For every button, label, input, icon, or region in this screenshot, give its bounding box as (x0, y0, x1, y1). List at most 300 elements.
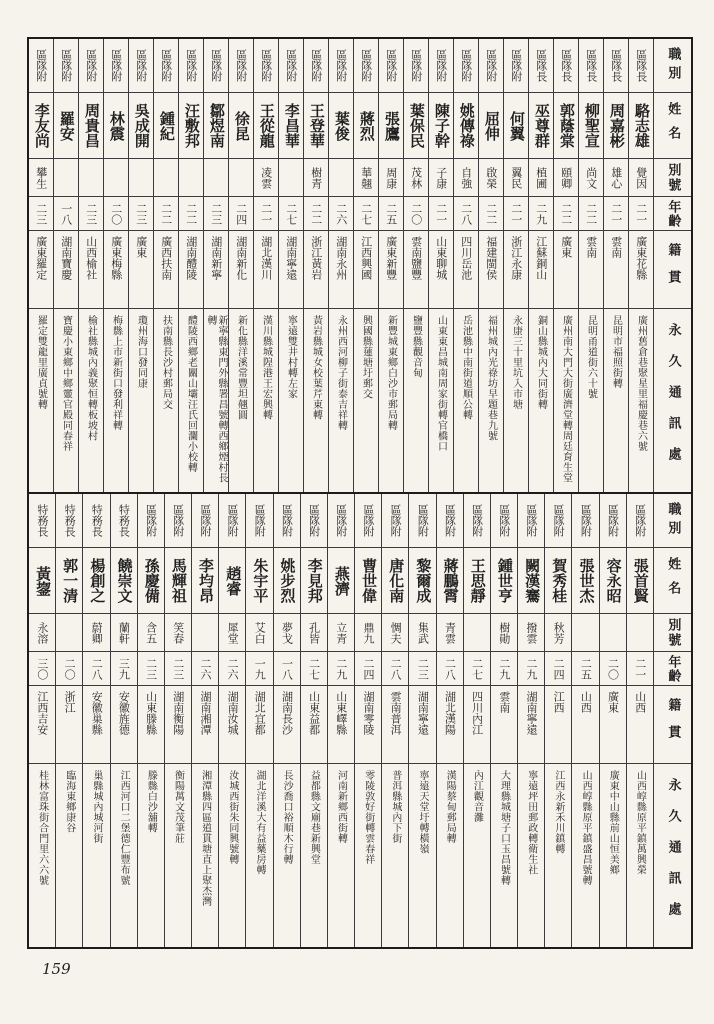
person-column (517, 494, 544, 947)
role-cell (545, 494, 571, 548)
name-cell (79, 93, 103, 159)
address-cell-text: 梅縣上市新街口發利祥轉 (110, 315, 122, 431)
name-cell (279, 93, 303, 159)
origin-cell-text: 雲南 (584, 236, 598, 258)
age-cell-text: 二三 (134, 202, 148, 225)
header-alias-label (654, 614, 691, 652)
role-cell (274, 494, 300, 548)
address-cell-text: 內江觀音灘 (471, 770, 483, 823)
alias-cell (379, 159, 403, 197)
alias-cell-text: 凌雲 (259, 166, 273, 189)
alias-cell-text: 攀生 (34, 166, 48, 189)
person-column (553, 39, 578, 492)
origin-cell (29, 686, 55, 764)
alias-cell-text: 樹勛 (497, 621, 511, 644)
alias-cell-text: 秋芳 (552, 621, 566, 644)
person-column (578, 39, 603, 492)
origin-cell (83, 686, 109, 764)
address-cell-text: 滕縣白沙舖轉 (145, 770, 157, 833)
age-cell-text: 二三 (84, 202, 98, 225)
alias-cell (179, 159, 203, 197)
age-cell (529, 197, 553, 231)
address-cell-text: 扶南縣長沙村郵局交 (160, 315, 172, 410)
role-cell-text: 區隊附 (484, 49, 498, 82)
address-cell-text: 山東東昌城南周家街轉官橋口 (435, 315, 447, 452)
name-cell (354, 93, 378, 159)
name-cell (83, 548, 109, 614)
origin-cell-text: 湖南湘潭 (198, 691, 212, 735)
address-cell (301, 764, 327, 947)
address-cell-text: 鹽豐縣觀音甸 (410, 315, 422, 378)
header-column (653, 494, 691, 947)
roster-table (27, 37, 693, 949)
address-cell (355, 764, 381, 947)
name-cell-text: 鍾紀 (157, 110, 176, 141)
name-cell (229, 93, 253, 159)
origin-cell (491, 686, 517, 764)
address-cell (154, 309, 178, 492)
age-cell (301, 652, 327, 686)
name-cell-text: 唐化南 (387, 558, 406, 603)
origin-cell-text: 雲南鹽豐 (409, 236, 423, 280)
alias-cell (154, 159, 178, 197)
role-cell-text: 區隊附 (284, 49, 298, 82)
name-cell-text: 王思靜 (468, 558, 487, 603)
address-cell-text: 江西永新禾川鎮轉 (552, 770, 564, 854)
address-cell-text: 興國縣蓮塘圩郵交 (360, 315, 372, 399)
name-cell (600, 548, 626, 614)
alias-cell (83, 614, 109, 652)
address-cell-text: 山西崞縣原平鎮盛昌號轉 (580, 770, 592, 886)
role-cell-text: 區隊附 (389, 504, 403, 537)
role-cell (138, 494, 164, 548)
address-cell (600, 764, 626, 947)
address-cell-text: 昆明甬道街六十號 (585, 315, 597, 399)
name-cell-text: 張鷹 (382, 110, 401, 141)
age-cell-text: 二〇 (109, 202, 123, 225)
origin-cell (554, 231, 578, 309)
origin-cell (454, 231, 478, 309)
header-role-label-text: 職別 (665, 501, 681, 540)
address-cell-text: 益都縣文廟巷新興堂 (308, 770, 320, 865)
origin-cell (111, 686, 137, 764)
origin-cell-text: 廣東 (134, 236, 148, 258)
name-cell-text: 黃鋆 (34, 565, 52, 596)
origin-cell (629, 231, 653, 309)
address-cell-text: 湖北洋溪大有益藥房轉 (254, 770, 265, 875)
address-cell (572, 764, 598, 947)
age-cell-text: 二二 (559, 202, 573, 225)
origin-cell (229, 231, 253, 309)
name-cell (545, 548, 571, 614)
alias-cell-text: 周康 (384, 166, 398, 189)
age-cell (246, 652, 272, 686)
age-cell-text: 二一 (634, 202, 648, 225)
role-cell-text: 區隊附 (525, 504, 538, 537)
age-cell-text: 二三 (171, 657, 185, 680)
name-cell-text: 鍾世亨 (495, 558, 514, 603)
alias-cell (301, 614, 327, 652)
name-cell (246, 548, 272, 614)
address-cell (379, 309, 403, 492)
age-cell (29, 652, 55, 686)
origin-cell-text: 山西榆社 (84, 236, 98, 280)
alias-cell-text: 惆夫 (389, 621, 403, 644)
name-cell (29, 548, 55, 614)
age-cell-text: 二九 (334, 657, 348, 680)
origin-cell-text: 四川岳池 (459, 236, 473, 280)
alias-cell-text: 鼎九 (361, 621, 375, 644)
origin-cell (572, 686, 598, 764)
origin-cell-text: 廣東梅縣 (109, 236, 123, 280)
origin-cell-text: 山東滕縣 (144, 691, 158, 735)
age-cell (229, 197, 253, 231)
person-column (29, 39, 53, 492)
role-cell (328, 494, 354, 548)
person-column (478, 39, 503, 492)
age-cell (83, 652, 109, 686)
name-cell-text: 張首賢 (631, 558, 650, 603)
address-cell-text: 大理縣城塘子口玉昌號轉 (498, 770, 510, 886)
address-cell (491, 764, 517, 947)
role-cell-text: 特務長 (63, 504, 77, 537)
role-cell (600, 494, 626, 548)
person-column (463, 494, 490, 947)
address-cell (404, 309, 428, 492)
origin-cell-text: 雲南 (609, 236, 623, 258)
name-cell (29, 93, 53, 159)
age-cell-text: 二五 (384, 202, 398, 225)
header-name-label (654, 93, 691, 159)
person-column (203, 39, 228, 492)
role-cell-text: 區隊附 (109, 49, 123, 82)
age-cell-text: 二二 (584, 202, 598, 225)
address-cell (204, 309, 228, 492)
address-cell-text: 寧遠天堂圩轉橫嶺 (417, 770, 429, 854)
age-cell (104, 197, 128, 231)
age-cell (379, 197, 403, 231)
alias-cell (246, 614, 272, 652)
alias-cell (504, 159, 528, 197)
origin-cell (129, 231, 153, 309)
name-cell (54, 93, 78, 159)
address-cell (279, 309, 303, 492)
role-cell-text: 區隊附 (579, 504, 593, 537)
origin-cell-text: 湖北漢陽 (443, 691, 457, 735)
alias-cell-text: 艾白 (253, 621, 267, 644)
origin-cell-text: 湖南寧遠 (525, 691, 538, 735)
alias-cell (229, 159, 253, 197)
origin-cell-text: 山西 (633, 691, 647, 713)
name-cell (111, 548, 137, 614)
age-cell-text: 一九 (253, 657, 267, 680)
person-column (137, 494, 164, 947)
origin-cell (204, 231, 228, 309)
origin-cell (329, 231, 353, 309)
name-cell-text: 李昌華 (282, 103, 301, 148)
role-cell (83, 494, 109, 548)
person-column (29, 494, 55, 947)
age-cell (518, 652, 544, 686)
name-cell-text: 姚傳祿 (457, 103, 476, 148)
role-cell-text: 區隊長 (584, 49, 598, 82)
role-cell-text: 區隊附 (144, 504, 158, 537)
role-cell-text: 區隊長 (559, 49, 573, 82)
origin-cell-text: 廣東 (606, 691, 620, 713)
role-cell (382, 494, 408, 548)
alias-cell (404, 159, 428, 197)
address-cell-text: 漢川縣城隍港王宏興轉 (260, 315, 272, 420)
name-cell (301, 548, 327, 614)
alias-cell (274, 614, 300, 652)
name-cell-text: 李友尚 (32, 103, 51, 148)
age-cell (138, 652, 164, 686)
name-cell-text: 林震 (107, 110, 126, 141)
address-cell (104, 309, 128, 492)
person-column (571, 494, 598, 947)
address-cell (246, 764, 272, 947)
origin-cell-text: 湖南寧遠 (284, 236, 298, 280)
alias-cell-text: 笑春 (171, 621, 185, 644)
origin-cell-text: 浙江 (63, 691, 77, 713)
alias-cell-text: 夢戈 (280, 621, 294, 644)
person-column (78, 39, 103, 492)
person-column (381, 494, 408, 947)
origin-cell-text: 湖南永州 (334, 236, 348, 280)
address-cell-text: 永康三十里坑入市塘 (510, 315, 522, 410)
alias-cell (529, 159, 553, 197)
alias-cell-text: 樹青 (309, 166, 323, 189)
age-cell-text: 二六 (334, 202, 348, 225)
address-cell-text: 普洱縣城內下街 (389, 770, 401, 844)
person-column (178, 39, 203, 492)
address-cell (464, 764, 490, 947)
age-cell-text: 二一 (609, 202, 623, 225)
age-cell (254, 197, 278, 231)
alias-cell-text: 集武 (416, 621, 430, 644)
address-cell (304, 309, 328, 492)
name-cell (179, 93, 203, 159)
role-cell (154, 39, 178, 93)
alias-cell (165, 614, 191, 652)
origin-cell (219, 686, 245, 764)
person-column (300, 494, 327, 947)
alias-cell (604, 159, 628, 197)
address-cell-text: 零陵敦好街轉雲春祥 (362, 770, 374, 865)
alias-cell (409, 614, 435, 652)
name-cell-text: 李均昂 (197, 558, 216, 603)
alias-cell (204, 159, 228, 197)
role-cell-text: 特務長 (90, 504, 104, 537)
name-cell (192, 548, 218, 614)
header-address-label (654, 764, 691, 947)
origin-cell-text: 廣東新豐 (384, 236, 398, 280)
origin-cell-text: 廣東花縣 (634, 236, 648, 280)
header-role-label-text: 職別 (665, 46, 681, 85)
name-cell-text: 吳成開 (132, 103, 151, 148)
origin-cell-text: 江西吉安 (35, 691, 49, 735)
role-cell (192, 494, 218, 548)
origin-cell-text: 湖北宜都 (253, 691, 267, 735)
alias-cell (219, 614, 245, 652)
alias-cell-text: 覺因 (634, 166, 648, 189)
role-cell (229, 39, 253, 93)
alias-cell-text: 雄心 (609, 166, 623, 189)
origin-cell-text: 江西興國 (359, 236, 373, 280)
person-column (53, 39, 78, 492)
origin-cell (409, 686, 435, 764)
name-cell-text: 郭蔭棠 (557, 103, 576, 148)
name-cell (464, 548, 490, 614)
address-cell (192, 764, 218, 947)
origin-cell-text: 安徽巢縣 (90, 691, 104, 735)
address-cell (454, 309, 478, 492)
origin-cell (529, 231, 553, 309)
role-cell-text: 區隊附 (34, 49, 48, 82)
role-cell (379, 39, 403, 93)
age-cell (328, 652, 354, 686)
origin-cell-text: 湖南醴陵 (184, 236, 198, 280)
age-cell (29, 197, 53, 231)
name-cell (274, 548, 300, 614)
name-cell-text: 曹世偉 (360, 558, 379, 603)
name-cell (219, 548, 245, 614)
address-cell-text: 新寧縣東門外縣署昌號轉西鄉煙村長轉 (205, 315, 227, 483)
age-cell (572, 652, 598, 686)
name-cell-text: 周嘉彬 (607, 103, 626, 148)
name-cell-text: 張世杰 (577, 558, 596, 603)
age-cell (579, 197, 603, 231)
role-cell (355, 494, 381, 548)
address-cell (429, 309, 453, 492)
address-cell-text: 醴陵西鄉老關山壩汪氏回瀾小校轉 (185, 315, 197, 473)
age-cell (329, 197, 353, 231)
alias-cell-text: 犀堂 (226, 621, 240, 644)
person-column (354, 494, 381, 947)
origin-cell (545, 686, 571, 764)
role-cell (604, 39, 628, 93)
name-cell (254, 93, 278, 159)
origin-cell (379, 231, 403, 309)
role-cell-text: 區隊附 (159, 49, 173, 82)
origin-cell-text: 江蘇銅山 (534, 236, 548, 280)
header-name-label-text: 姓名 (665, 101, 681, 150)
age-cell-text: 二七 (470, 657, 484, 680)
alias-cell-text: 啟榮 (484, 166, 498, 189)
name-cell (165, 548, 191, 614)
origin-cell-text: 山東嶧縣 (334, 691, 348, 735)
address-cell-text: 廣州舊倉巷聚星里福慶巷六號 (635, 315, 647, 452)
header-address-label-text: 永久通訊處 (665, 778, 681, 933)
age-cell-text: 二八 (443, 657, 457, 680)
origin-cell (518, 686, 544, 764)
alias-cell (572, 614, 598, 652)
origin-cell (246, 686, 272, 764)
age-cell (355, 652, 381, 686)
age-cell-text: 二三 (209, 202, 223, 225)
origin-cell-text: 湖南零陵 (361, 691, 375, 735)
origin-cell (192, 686, 218, 764)
age-cell (304, 197, 328, 231)
alias-cell (437, 614, 463, 652)
header-address-label-text: 永久通訊處 (665, 323, 681, 478)
name-cell (437, 548, 463, 614)
address-cell (554, 309, 578, 492)
alias-cell-text: 華翹 (359, 166, 373, 189)
alias-cell-text: 尚文 (584, 166, 598, 189)
address-cell-text: 新豐城東鄉白沙市郵局轉 (385, 315, 397, 431)
origin-cell (437, 686, 463, 764)
alias-cell (545, 614, 571, 652)
age-cell (165, 652, 191, 686)
age-cell-text: 二七 (284, 202, 298, 225)
name-cell (429, 93, 453, 159)
address-cell-text: 湘潭縣四區道貫塘直上聚杰灣 (199, 770, 211, 907)
role-cell (529, 39, 553, 93)
age-cell-text: 二四 (361, 657, 375, 680)
alias-cell (354, 159, 378, 197)
origin-cell (104, 231, 128, 309)
alias-cell (254, 159, 278, 197)
address-cell-text: 廣州南大門大街廣濟堂轉周廷育生堂 (560, 315, 572, 483)
origin-cell-text: 安徽旌德 (117, 691, 131, 735)
age-cell (545, 652, 571, 686)
name-cell (627, 548, 653, 614)
age-cell (491, 652, 517, 686)
role-cell (627, 494, 653, 548)
person-column (403, 39, 428, 492)
address-cell-text: 瓊州海口發同康 (135, 315, 147, 389)
name-cell-text: 賀秀桂 (550, 558, 569, 603)
origin-cell-text: 四川內江 (470, 691, 484, 735)
age-cell-text: 二三 (144, 657, 158, 680)
origin-cell (355, 686, 381, 764)
person-column (436, 494, 463, 947)
name-cell (491, 548, 517, 614)
name-cell-text: 王從龍 (257, 103, 276, 148)
role-cell-text: 區隊附 (226, 504, 240, 537)
alias-cell (54, 159, 78, 197)
alias-cell (304, 159, 328, 197)
role-cell-text: 區隊附 (280, 504, 294, 537)
person-column (55, 494, 82, 947)
age-cell-text: 三〇 (35, 657, 49, 680)
origin-cell (56, 686, 82, 764)
name-cell-text: 馬輝祖 (169, 558, 188, 603)
origin-cell (79, 231, 103, 309)
address-cell (229, 309, 253, 492)
role-cell (409, 494, 435, 548)
alias-cell (56, 614, 82, 652)
origin-cell-text: 山東益都 (307, 691, 321, 735)
person-column (408, 494, 435, 947)
role-cell (179, 39, 203, 93)
address-cell (627, 764, 653, 947)
role-cell-text: 區隊附 (434, 49, 448, 82)
name-cell (629, 93, 653, 159)
role-cell (579, 39, 603, 93)
name-cell-text: 屈伸 (482, 110, 501, 141)
role-cell (629, 39, 653, 93)
age-cell-text: 二五 (579, 657, 593, 680)
origin-cell-text: 廣西扶南 (159, 236, 173, 280)
header-origin-label-text: 籍貫 (665, 242, 681, 297)
age-cell-text: 二一 (509, 202, 523, 225)
person-column (153, 39, 178, 492)
name-cell (404, 93, 428, 159)
address-cell-text: 山西崞縣原平鎮萬興榮 (634, 770, 646, 875)
origin-cell (627, 686, 653, 764)
